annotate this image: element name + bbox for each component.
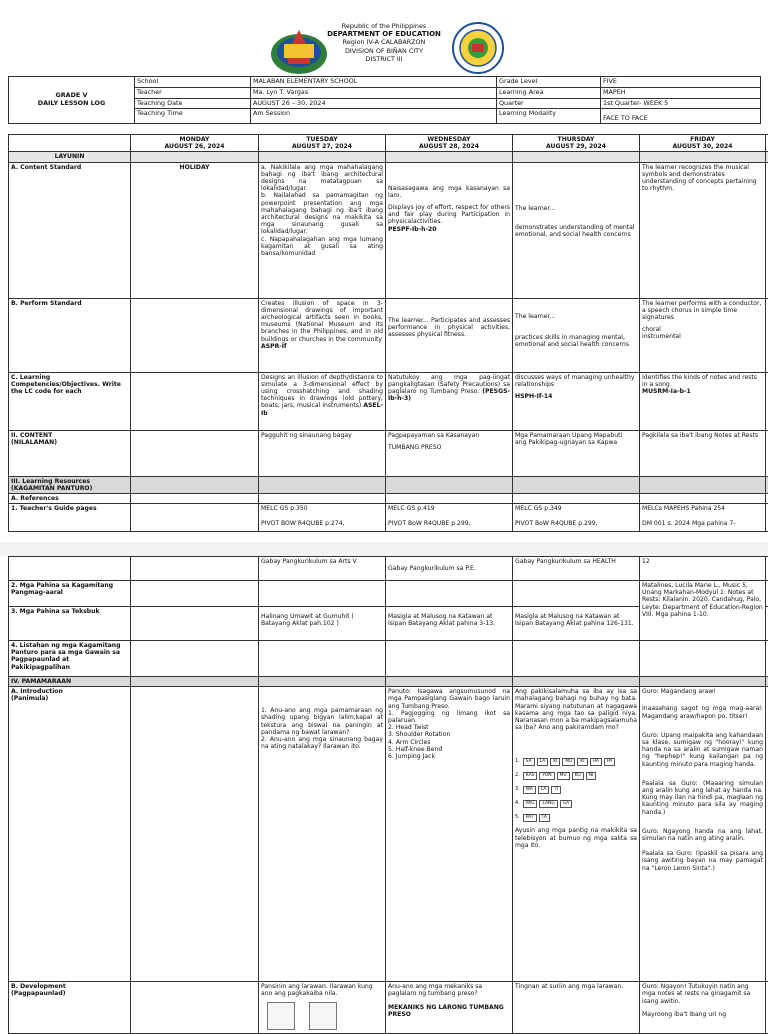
thu-lc-code: HSPH-If-14 <box>515 393 637 400</box>
header-value: FACE TO FACE <box>601 109 761 124</box>
syllable-box: LA <box>538 786 550 794</box>
syllable-row-number: 4. <box>515 800 520 806</box>
blank-cell <box>259 641 386 677</box>
letterhead-line: Republic of the Philippines <box>322 22 446 30</box>
day-name: MONDAY <box>133 136 256 143</box>
wednesday-textbook: Masigla at Malusog na Katawan at Isipan Batayang Aklat pahina 3-13. <box>386 607 513 641</box>
day-name: FRIDAY <box>642 136 763 143</box>
day-header-friday <box>640 135 766 152</box>
day-name: TUESDAY <box>261 136 383 143</box>
thu-lc-text: discusses ways of managing unhealthy relationships <box>515 374 637 388</box>
friday-learner-pages: Matalines, Lucila Marie L., Music 5, Unang Markahan-Modyul 1: Notes at Rests: Kilalanin. 2020. Candahug, Palo, Leyte: Department of Education-Region VIII. Mga pahina 1-10. <box>640 581 766 641</box>
wed-cs-text: Displays joy of effort, respect for others and fair play during Participation in physicalactivities. <box>388 204 510 226</box>
tuesday-development <box>259 982 386 1034</box>
header-value: MAPEH <box>601 87 761 98</box>
fri-intro-text: Paalala sa Guro: (Ipaskil sa pisara ang isang awiting bayan na may pamagat na "Leron Leron Sinta".) <box>642 850 763 872</box>
header-label: Teaching Date <box>135 98 251 109</box>
fri-intro-text: Guro: Ngayong handa na ang lahat, simulan na natin ang ating aralin. <box>642 828 763 842</box>
section-learning-resources: III. Learning Resources (KAGAMITAN PANTURO) <box>9 476 131 493</box>
row-label-materials: 4. Listahan ng mga Kagamitang Panturo para sa mga Gawain sa Pagpapaunlad at Pakikipagpalihan <box>9 641 131 677</box>
syllable-box: SA <box>523 758 535 766</box>
letterhead-line: Region IV-A CALABARZON <box>322 38 446 46</box>
day-date: AUGUST 27, 2024 <box>261 143 383 150</box>
syllable-row <box>515 813 637 822</box>
friday-content-standard: The learner recognizes the musical symbols and demonstrates understanding of concepts pertaining to rhythm. <box>640 162 766 298</box>
tue-lc-text: Designs an illusion of depth/distance to simulate a 3-dimensional effect by using crosshatching and shading techniques in drawings (old pottery, boats, jars, musical instruments) <box>261 374 383 410</box>
blank-cell <box>131 430 259 476</box>
day-date: AUGUST 30, 2024 <box>642 143 763 150</box>
blank-cell <box>386 641 513 677</box>
tuesday-perform-standard <box>259 298 386 372</box>
wed-cs-code: PESPF-Ib-h-20 <box>388 226 510 233</box>
tg-text: MELC GS p.350 <box>261 505 383 512</box>
wed-lc-text: Natutukoy ang mga pag-iingat pangkaligtasan (Safety Precautions) sa paglalaro ng Tumbang Preso. <box>388 374 510 395</box>
blank-cell <box>640 494 766 504</box>
artifact-image <box>309 1002 337 1030</box>
syllable-box: KO <box>572 772 584 780</box>
blank-cell <box>386 152 513 162</box>
wed-dev-heading: MEKANIKS NG LARONG TUMBANG PRESO <box>388 1004 510 1018</box>
blank-cell <box>131 557 259 581</box>
blank-cell <box>131 687 259 982</box>
day-date: AUGUST 26, 2024 <box>133 143 256 150</box>
friday-development <box>640 982 766 1034</box>
letterhead <box>0 20 768 76</box>
tuesday-content: Pagguhit ng sinaunang bagay <box>259 430 386 476</box>
thursday-textbook: Masigla at Malusog na Katawan at Isipan Batayang Aklat pahina 126-131. <box>513 607 640 641</box>
wednesday-content-standard <box>386 162 513 298</box>
syllable-box: LA <box>537 758 549 766</box>
row-label-development: B. Development (Pagpapaunlad) <box>9 982 131 1034</box>
friday-competencies <box>640 372 766 430</box>
syllable-box: WA <box>523 786 536 794</box>
blank-cell <box>131 607 259 641</box>
blank-cell <box>131 641 259 677</box>
thursday-content-standard <box>513 162 640 298</box>
thursday-perform-standard <box>513 298 640 372</box>
wednesday-introduction: Panuto: Isagawa angsumusunod na mga Pampasiglang Gawain bago laruin ang Tumbang Preso. 1. Pagjogging ng limang ikot sa palaruan. 2. Head Twist 3. Shoulder Rotation 4. Arm Circles 5. Half-knee Bend 6. Jumping Jack <box>386 687 513 982</box>
row-label-textbook: 3. Mga Pahina sa Teksbuk <box>9 607 131 641</box>
friday-perform-standard <box>640 298 766 372</box>
wed-content-text: Pagpapayaman sa Kasanayan <box>388 432 510 439</box>
tg-text: PIVOT BOW R4QUBE p.274, <box>261 520 383 527</box>
fri-ps-text: choral instrumental <box>642 326 763 340</box>
day-name: WEDNESDAY <box>388 136 510 143</box>
blank-cell <box>513 494 640 504</box>
tuesday-content-standard: a. Nakikilala ang mga mahahalagang bahagi ng iba't ibang architectural designs na matatagpuan sa lokalidad/lugar. b. Nailalahad sa pamamagitan ng powerpoint presentation ang mga mahahalagang bahagi ng iba't ibang architectural designs na makikita sa mga sinaunang gusali sa lokalidad/lugar. c. Napapahalagahan ang mga lumang kagamitan at gusali sa ating bansa/komunidad <box>259 162 386 298</box>
tg-text: DM 001 s. 2024 Mga pahina 7- <box>642 520 763 527</box>
syllable-box: PA <box>604 758 615 766</box>
day-header-tuesday <box>259 135 386 152</box>
syllable-row <box>515 799 637 808</box>
tuesday-competencies <box>259 372 386 430</box>
fri-dev-text: Mayroong iba't ibang uri ng <box>642 1011 763 1018</box>
blank-cell <box>386 677 513 687</box>
section-pamamaraan: IV. PAMAMARAAN <box>9 677 131 687</box>
school-seal-icon <box>452 22 504 74</box>
tuesday-guide-cont: Gabay Pangkurikulum sa Arts V <box>259 557 386 581</box>
syllable-box: TI <box>551 786 561 794</box>
syllable-box: KAS <box>523 772 538 780</box>
row-label-perform-standard: B. Perform Standard <box>9 298 131 372</box>
thu-ps-text: practices skills in managing mental, emotional and social health concerns <box>515 334 637 348</box>
header-value: MALABAN ELEMENTARY SCHOOL <box>251 77 497 88</box>
fri-intro-text: Inaasahang sagot ng mga mag-aaral: Magandang araw/hapon po, titser! <box>642 705 763 719</box>
tue-lc-code: ASEL-Ib <box>261 402 383 416</box>
syllable-box: PAT <box>523 814 537 822</box>
row-label-teachers-guide: 1. Teacher's Guide pages <box>9 504 131 532</box>
row-label-learner-pages: 2. Mga Pahina sa Kagamitang Pangmag-aaral <box>9 581 131 607</box>
blank-cell <box>513 677 640 687</box>
header-value: Am Session <box>251 109 497 124</box>
thu-cs-text: The learner... <box>515 205 637 212</box>
header-label: School <box>135 77 251 88</box>
wed-content-text: TUMBANG PRESO <box>388 444 510 451</box>
syllable-row-number: 3. <box>515 786 520 792</box>
syllable-box: MU <box>562 758 575 766</box>
blank-cell <box>131 504 259 532</box>
fri-dev-text: Guro: Ngayon! Tutukuyin natin ang mga notes at rests na ginagamit sa isang awitin. <box>642 983 763 1005</box>
monday-holiday: HOLIDAY <box>131 162 259 298</box>
wednesday-competencies <box>386 372 513 430</box>
fri-intro-text: Guro: Upang maipakita ang kahandaan sa klase, sumigaw ng "hooray!" kung handa na sa aralin at sumigaw naman ng "hephep!" kung kailangan pa ng kaunting minuto para maging handa. <box>642 732 763 768</box>
blank-cell <box>9 557 131 581</box>
header-value: 1st Quarter- WEEK 5 <box>601 98 761 109</box>
fri-lc-code: MUSRM-Ia-b-1 <box>642 388 763 395</box>
title-grade: GRADE V <box>11 92 132 100</box>
title-log: DAILY LESSON LOG <box>11 100 132 108</box>
lesson-log-page-2 <box>0 556 768 1024</box>
syllable-box: LANG <box>539 800 557 808</box>
letterhead-line: DEPARTMENT OF EDUCATION <box>322 30 446 38</box>
blank-cell <box>131 677 259 687</box>
blank-cell <box>386 494 513 504</box>
tue-ps-text: Creates illusion of space in 3-dimensional drawings of important archeological artifacts seen in books, museums (National Museum and its branches in the Philippines, and in old buildings or churches in the community <box>261 300 383 343</box>
blank-cell <box>640 641 766 677</box>
letterhead-line: DISTRICT III <box>322 55 446 63</box>
wed-cs-text: Naisasagawa ang mga kasanayan sa laro. <box>388 185 510 199</box>
wed-lc-code: (PESGS-Ib-h-3) <box>388 388 510 402</box>
lesson-table-1 <box>8 134 768 532</box>
day-date: AUGUST 29, 2024 <box>515 143 637 150</box>
blank-cell <box>131 982 259 1034</box>
thu-intro-instruction: Ayusin ang mga pantig na makikita sa telebisyon at bumuo ng mga salita sa mga ito. <box>515 827 637 849</box>
day-header-monday <box>131 135 259 152</box>
syllable-box: HA <box>590 758 602 766</box>
syllable-row <box>515 757 637 766</box>
thursday-competencies <box>513 372 640 430</box>
blank-cell <box>259 581 386 607</box>
wednesday-development <box>386 982 513 1034</box>
syllable-puzzle <box>515 757 637 822</box>
header-value: Ma. Lyn T. Vargas <box>251 87 497 98</box>
row-label-references: A. References <box>9 494 131 504</box>
blank-cell <box>259 494 386 504</box>
row-label-content: II. CONTENT (NILALAMAN) <box>9 430 131 476</box>
tg-text: PIVOT BoW R4QUBE p.299, <box>515 520 637 527</box>
blank-cell <box>513 641 640 677</box>
log-title <box>9 77 135 124</box>
blank-cell <box>386 476 513 493</box>
syllable-row <box>515 771 637 780</box>
day-header-wednesday <box>386 135 513 152</box>
wed-dev-text: Anu-ano ang mga mekaniks sa paglalaro ng tumbang preso? <box>388 983 510 997</box>
friday-introduction <box>640 687 766 982</box>
wednesday-content <box>386 430 513 476</box>
fri-intro-text: Guro: Magandang araw! <box>642 688 763 695</box>
fri-ps-text: The learner performs with a conductor, a speech chorus in simple time signatures <box>642 300 763 322</box>
blank-cell <box>513 581 640 607</box>
blank-cell <box>131 581 259 607</box>
blank-cell <box>513 476 640 493</box>
letterhead-line: DIVISION OF BIÑAN CITY <box>322 47 446 55</box>
wednesday-perform-standard: The learner... Participates and assesses performance in physical activities, assesses physical fitness. <box>386 298 513 372</box>
tue-ps-code: ASPR-If <box>261 343 383 350</box>
header-label: Quarter <box>497 98 601 109</box>
day-header-thursday <box>513 135 640 152</box>
thursday-introduction <box>513 687 640 982</box>
blank-cell <box>131 372 259 430</box>
tg-text: MELC GS p.419 <box>388 505 510 512</box>
thu-intro-text: Ang pakikisalamuha sa iba ay isa sa mahalagang bahagi ng buhay ng bata. Marami siyang natutunan at nagagawa kasama ang mga tao sa paligid niya. Naranasan mon a ba makipagsalamuha sa iba? Ano ang pakiramdam mo? <box>515 688 637 731</box>
blank-cell <box>513 152 640 162</box>
syllable-box: TA <box>539 814 550 822</box>
wednesday-guide-cont: Gabay Pangkurikulum sa P.E. <box>386 557 513 581</box>
letterhead-text <box>322 22 446 63</box>
page-gap <box>0 542 768 556</box>
blank-cell <box>131 476 259 493</box>
section-layunin: LAYUNIN <box>9 152 131 162</box>
tg-text: MELCs MAPEHS Pahina 254 <box>642 505 763 512</box>
syllable-box: PAG <box>523 800 538 808</box>
blank-cell <box>640 677 766 687</box>
syllable-row-number: 1. <box>515 758 520 764</box>
thursday-content: Mga Pamamaraan Upang Mapabuti ang Pakikipag-ugnayan sa Kapwa <box>513 430 640 476</box>
syllable-row <box>515 785 637 794</box>
blank-cell <box>640 152 766 162</box>
syllable-box: YON <box>539 772 554 780</box>
day-date: AUGUST 28, 2024 <box>388 143 510 150</box>
header-table <box>8 76 761 124</box>
blank-cell <box>131 152 259 162</box>
syllable-box: GA <box>560 800 572 808</box>
tg-text: PIVOT BoW R4QUBE p.299, <box>388 520 510 527</box>
friday-guide-cont: 12 <box>640 557 766 581</box>
blank-cell <box>131 494 259 504</box>
thu-ps-text: The learner... <box>515 313 637 320</box>
tuesday-teachers-guide <box>259 504 386 532</box>
syllable-row-number: 5. <box>515 814 520 820</box>
tuesday-introduction <box>259 687 386 982</box>
blank-cell <box>131 298 259 372</box>
syllable-box: KI <box>577 758 587 766</box>
tg-text: MELC GS p.349 <box>515 505 637 512</box>
thu-cs-text: demonstrates understanding of mental emotional, and social health concerns <box>515 224 637 238</box>
tuesday-textbook: Halinang Umawit at Gumuhit ( Batayang Aklat pah.102 ) <box>259 607 386 641</box>
header-label: Grade Level <box>497 77 601 88</box>
lesson-table-2 <box>8 556 768 1034</box>
tue-intro-q: 1. Anu-ano ang mga pamamaraan ng shading upang bigyan lalim,kapal at tekstura ang biswal na paningin at pandama ng bawat larawan? <box>261 707 383 736</box>
header-label: Teaching Time <box>135 109 251 124</box>
tue-dev-text: Pansinin ang larawan. Ilarawan kung ano ang pagkakaiba nila. <box>261 983 383 997</box>
wednesday-teachers-guide <box>386 504 513 532</box>
header-label: Learning Area <box>497 87 601 98</box>
header-value: AUGUST 26 – 30, 2024 <box>251 98 497 109</box>
day-name: THURSDAY <box>515 136 637 143</box>
friday-content: Pagkilala sa iba't ibang Notes at Rests <box>640 430 766 476</box>
thursday-teachers-guide <box>513 504 640 532</box>
friday-teachers-guide <box>640 504 766 532</box>
row-label-introduction: A. Introduction (Panimula) <box>9 687 131 982</box>
blank-cell <box>259 152 386 162</box>
syllable-box: MU <box>557 772 570 780</box>
blank-cell <box>386 581 513 607</box>
fri-lc-text: Identifies the kinds of notes and rests in a song <box>642 374 763 388</box>
thursday-development: Tingnan at suriin ang mga larawan. <box>513 982 640 1034</box>
syllable-box: KI <box>550 758 560 766</box>
corner-cell <box>9 135 131 152</box>
row-label-competencies: C. Learning Competencies/Objectives. Write the LC code for each <box>9 372 131 430</box>
thursday-guide-cont: Gabay Pangkurikulum sa HEALTH <box>513 557 640 581</box>
blank-cell <box>259 476 386 493</box>
fri-intro-text: Paalala sa Guro: (Maaaring simulan ang aralin kung ang lahat ay handa na. Kung may ilan na hindi pa, maglaan ng kaunting minuto para sila ay maging handa.) <box>642 780 763 816</box>
blank-cell <box>259 677 386 687</box>
tue-intro-q: 2. Anu-ano ang mga sinaunang bagay na ating natalakay? Ilarawan ito. <box>261 736 383 750</box>
row-label-content-standard: A. Content Standard <box>9 162 131 298</box>
artifact-image <box>267 1002 295 1030</box>
header-value: FIVE <box>601 77 761 88</box>
syllable-box: NI <box>586 772 597 780</box>
deped-logo-icon <box>268 24 330 76</box>
header-label: Learning Modality <box>497 109 601 124</box>
syllable-row-number: 2. <box>515 772 520 778</box>
blank-cell <box>640 476 766 493</box>
header-label: Teacher <box>135 87 251 98</box>
